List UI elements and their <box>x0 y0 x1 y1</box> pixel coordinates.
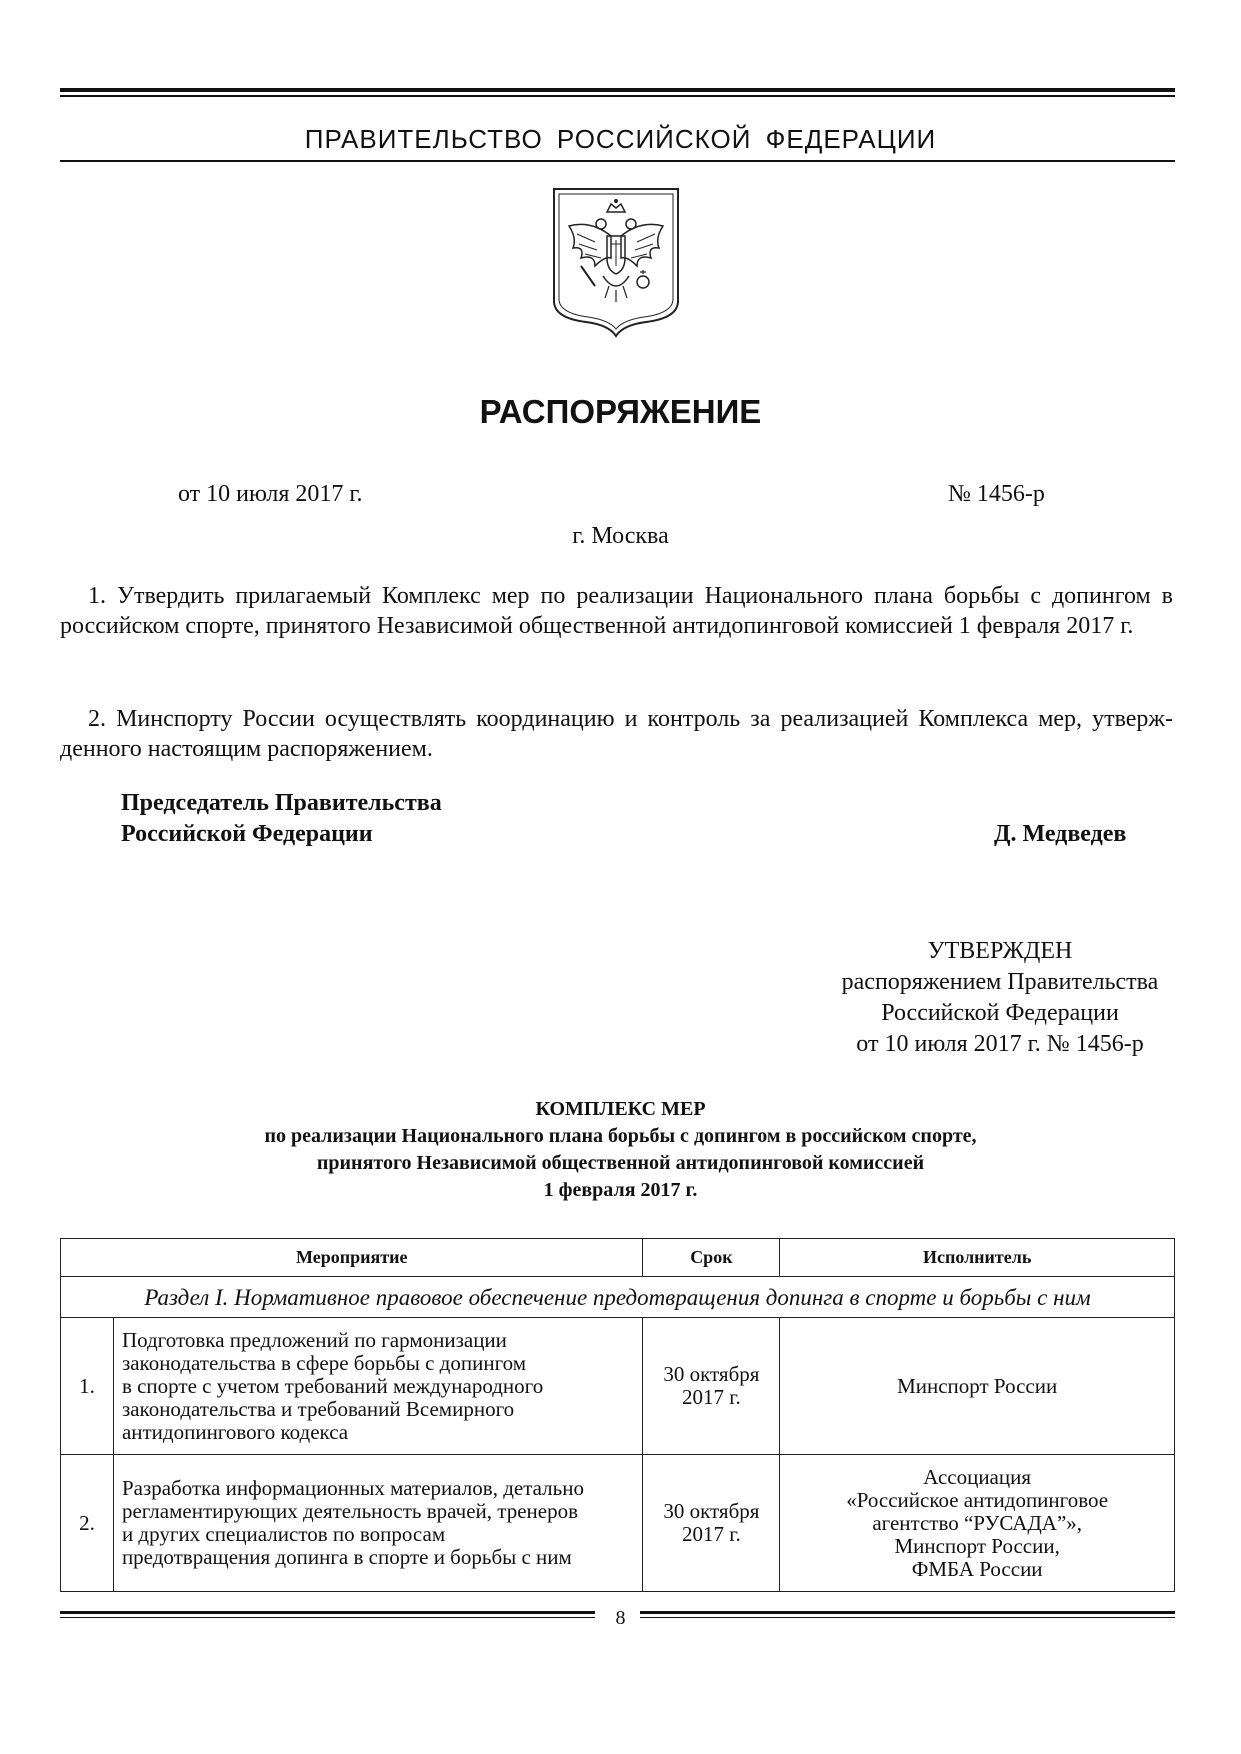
plan-title: КОМПЛЕКС МЕР <box>535 1098 706 1120</box>
coat-of-arms-icon <box>551 186 681 343</box>
approved-line4: от 10 июля 2017 г. № 1456-р <box>856 1031 1144 1057</box>
document-title: РАСПОРЯЖЕНИЕ <box>479 393 762 430</box>
row-executor <box>780 1455 1175 1592</box>
paragraph-2: 2. Минспорту России осуществлять координацию и контроль за реализацией Комплекса мер, утверж-денного настоящим распоряжением. <box>60 706 1173 762</box>
signature-position-line2: Российской Федерации <box>121 821 373 847</box>
top-rule-thick <box>60 88 1175 92</box>
header-executor: Исполнитель <box>780 1239 1175 1277</box>
signature-position-line1: Председатель Правительства <box>121 790 442 816</box>
row-deadline <box>643 1318 780 1455</box>
table-row <box>61 1318 1175 1455</box>
row-measure-line: регламентирующих деятельность врачей, тренеров <box>121 1499 578 1523</box>
row-executor <box>780 1318 1175 1455</box>
header-deadline: Срок <box>643 1239 780 1277</box>
row-measure-line: Подготовка предложений по гармонизации <box>121 1327 507 1352</box>
plan-heading <box>0 1096 1241 1204</box>
row-deadline-line: 30 октября <box>663 1499 760 1523</box>
row-deadline <box>643 1455 780 1592</box>
row-executor-line: агентство “РУСАДА”», <box>872 1510 1083 1535</box>
signature-name: Д. Медведев <box>994 821 1127 847</box>
row-executor-line: ФМБА России <box>911 1556 1043 1581</box>
document-city: г. Москва <box>572 523 669 549</box>
row-number: 1. <box>61 1318 114 1455</box>
paragraph-1: 1. Утвердить прилагаемый Комплекс мер по реализации Национального плана борьбы с допингом в российском спорте, принятого Независимой общественной антидопинговой комиссией 1 февраля 2017 г. <box>60 583 1173 639</box>
row-measure-line: в спорте с учетом требований международного <box>121 1373 544 1398</box>
row-measure-line: законодательства и требований Всемирного <box>121 1396 515 1421</box>
row-executor-line: Минспорт России, <box>894 1533 1060 1558</box>
row-measure-line: законодательства в сфере борьбы с допингом <box>121 1350 527 1375</box>
row-measure <box>113 1455 643 1592</box>
row-measure-line: Разработка информационных материалов, детально <box>121 1476 584 1500</box>
row-measure <box>113 1318 643 1455</box>
approved-line1: УТВЕРЖДЕН <box>927 938 1073 964</box>
plan-subtitle-3: 1 февраля 2017 г. <box>543 1179 698 1201</box>
document-date: от 10 июля 2017 г. <box>178 481 363 507</box>
row-deadline-line: 2017 г. <box>682 1385 741 1409</box>
row-measure-line: антидопингового кодекса <box>121 1419 349 1444</box>
row-executor-line: «Российское антидопинговое <box>846 1487 1109 1512</box>
approved-line2: распоряжением Правительства <box>841 969 1159 995</box>
table-header-row <box>61 1239 1175 1277</box>
row-executor-line: Минспорт России <box>897 1373 1058 1398</box>
row-deadline-line: 2017 г. <box>682 1522 741 1546</box>
plan-subtitle-1: по реализации Национального плана борьбы с допингом в российском спорте, <box>264 1125 977 1147</box>
row-measure-line: и других специалистов по вопросам <box>121 1522 446 1546</box>
measures-table <box>60 1238 1175 1592</box>
top-rule-thin <box>60 95 1175 97</box>
header-measure: Мероприятие <box>61 1239 643 1277</box>
row-executor-line: Ассоциация <box>923 1464 1032 1489</box>
page-number: 8 <box>615 1607 626 1629</box>
plan-subtitle-2: принятого Независимой общественной антидопинговой комиссией <box>316 1152 925 1174</box>
header-underline <box>60 160 1175 162</box>
document-number: № 1456-р <box>948 481 1045 507</box>
row-deadline-line: 30 октября <box>663 1362 760 1386</box>
row-number: 2. <box>61 1455 114 1592</box>
government-header: ПРАВИТЕЛЬСТВО РОССИЙСКОЙ ФЕДЕРАЦИИ <box>304 124 937 154</box>
table-section-row <box>61 1277 1175 1318</box>
signature-position <box>121 788 442 850</box>
approved-block <box>800 936 1200 1060</box>
row-measure-line: предотвращения допинга в спорте и борьбы с ним <box>121 1545 572 1569</box>
approved-line3: Российской Федерации <box>881 1000 1119 1026</box>
table-row <box>61 1455 1175 1592</box>
section-title: Раздел I. Нормативное правовое обеспечение предотвращения допинга в спорте и борьбы с ним <box>61 1277 1175 1318</box>
